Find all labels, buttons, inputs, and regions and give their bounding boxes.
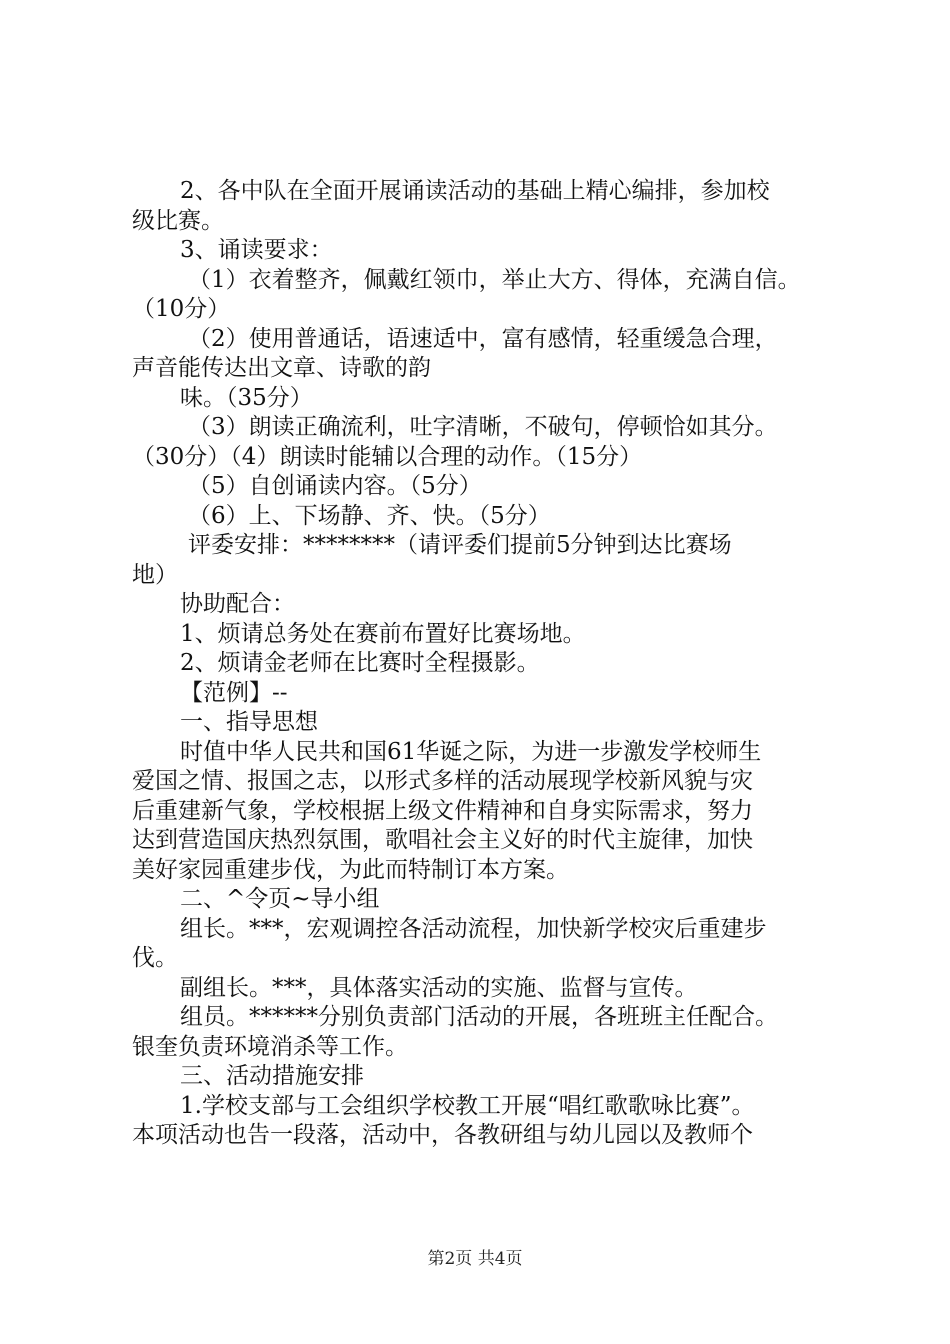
text-line: （10分） xyxy=(132,296,231,322)
text-line: 组长。***，宏观调控各活动流程，加快新学校灾后重建步 xyxy=(180,915,767,942)
text-line: 时值中华人民共和国61华诞之际，为进一步激发学校师生 xyxy=(180,738,762,765)
text-line: 本项活动也告一段落，活动中，各教研组与幼儿园以及教师个 xyxy=(132,1122,753,1148)
text-line: 美好家园重建步伐，为此而特制订本方案。 xyxy=(132,856,569,883)
text-line: （2）使用普通话，语速适中，富有感情，轻重缓急合理， xyxy=(188,325,778,352)
text-line: （5）自创诵读内容。（5分） xyxy=(188,473,482,499)
text-line: （30分）（4）朗读时能辅以合理的动作。（15分） xyxy=(132,443,643,470)
text-line: 2、烦请金老师在比赛时全程摄影。 xyxy=(180,650,540,676)
text-line: 一、指导思想 xyxy=(180,709,318,735)
text-line: 后重建新气象，学校根据上级文件精神和自身实际需求，努力 xyxy=(132,797,753,824)
text-line: 3、诵读要求： xyxy=(180,237,333,263)
text-line: 副组长。***，具体落实活动的实施、监督与宣传。 xyxy=(180,974,698,1001)
document-body xyxy=(132,177,832,1151)
text-line: 地） xyxy=(132,561,178,588)
text-line: 银奎负责环境消杀等工作。 xyxy=(132,1033,408,1060)
text-line: 1.学校支部与工会组织学校教工开展“唱红歌歌咏比赛”。 xyxy=(180,1092,755,1119)
text-line: 【范例】-- xyxy=(180,679,288,706)
text-line: 声音能传达出文章、诗歌的韵 xyxy=(132,355,431,381)
text-line: 级比赛。 xyxy=(132,207,224,234)
text-line: （6）上、下场静、齐、快。（5分） xyxy=(188,502,551,529)
text-line: 达到营造国庆热烈氛围，歌唱社会主义好的时代主旋律，加快 xyxy=(132,827,753,853)
text-line: （1）衣着整齐，佩戴红领巾，举止大方、得体，充满自信。 xyxy=(188,266,801,293)
text-line: 二、^令页~导小组 xyxy=(180,886,380,912)
text-line: 三、活动措施安排 xyxy=(180,1063,364,1089)
page-footer: 第2页 共4页 xyxy=(427,1249,523,1269)
text-line: 2、各中队在全面开展诵读活动的基础上精心编排，参加校 xyxy=(180,178,770,204)
text-line: 组员。******分别负责部门活动的开展，各班班主任配合。 xyxy=(180,1004,778,1030)
text-line: 爱国之情、报国之志，以形式多样的活动展现学校新风貌与灾 xyxy=(132,768,753,794)
text-line: 评委安排：********（请评委们提前5分钟到达比赛场 xyxy=(188,532,732,558)
text-line: 伐。 xyxy=(132,945,178,971)
text-line: 味。（35分） xyxy=(180,384,313,411)
text-line: 1、烦请总务处在赛前布置好比赛场地。 xyxy=(180,620,586,647)
text-line: （3）朗读正确流利，吐字清晰，不破句，停顿恰如其分。 xyxy=(188,414,778,440)
text-line: 协助配合： xyxy=(180,591,295,617)
